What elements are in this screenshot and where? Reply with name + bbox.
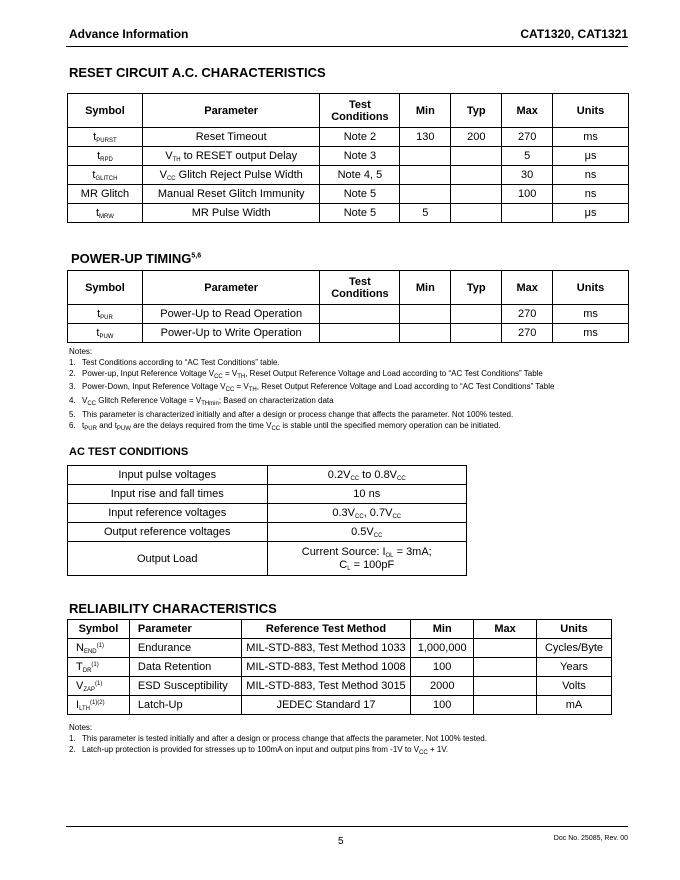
symbol-cell bbox=[68, 324, 143, 343]
value-text: = 3mA; bbox=[393, 545, 432, 558]
method-cell: MIL-STD-883, Test Method 3015 bbox=[241, 677, 410, 696]
col-header-max: Max bbox=[502, 271, 553, 305]
units-cell: Years bbox=[537, 658, 612, 677]
header-part-numbers: CAT1320, CAT1321 bbox=[520, 27, 628, 41]
table-row bbox=[68, 639, 612, 658]
col-header-method: Reference Test Method bbox=[241, 620, 410, 639]
parameter-subscript: CC bbox=[166, 175, 176, 182]
parameter-cell: Data Retention bbox=[129, 658, 241, 677]
parameter-cell bbox=[142, 166, 320, 185]
symbol-superscript: (1) bbox=[91, 661, 99, 668]
symbol-text: N bbox=[76, 641, 84, 654]
table-row bbox=[68, 166, 629, 185]
note-text: Test Conditions according to “AC Test Conditions” table. bbox=[82, 357, 280, 367]
doc-number: Doc No. 25085, Rev. 00 bbox=[553, 835, 628, 842]
reliability-table bbox=[67, 619, 612, 715]
table-header-row bbox=[68, 620, 612, 639]
symbol-cell bbox=[68, 128, 143, 147]
note-text: V bbox=[82, 396, 88, 406]
value-text: 10 ns bbox=[353, 487, 381, 500]
symbol-text: t bbox=[97, 307, 101, 320]
symbol-cell bbox=[68, 658, 130, 677]
note-text: t bbox=[82, 420, 85, 430]
note-subscript: CC bbox=[225, 387, 235, 394]
parameter-text: Reset Timeout bbox=[195, 130, 267, 143]
header-rule bbox=[66, 46, 628, 47]
max-cell bbox=[474, 639, 537, 658]
note-subscript: THmin bbox=[201, 401, 219, 408]
col-header-symbol: Symbol bbox=[68, 620, 130, 639]
note-subscript: CC bbox=[214, 373, 223, 380]
symbol-cell bbox=[68, 166, 143, 185]
col-header-min: Min bbox=[411, 620, 474, 639]
units-cell: ns bbox=[553, 185, 629, 204]
note-number: 5. bbox=[69, 409, 76, 419]
note-item bbox=[69, 734, 487, 745]
note-text: are the delays required from the time V bbox=[130, 420, 272, 430]
param-cell: Power-Up to Write Operation bbox=[142, 324, 320, 343]
table-row bbox=[68, 523, 467, 542]
typ-cell bbox=[451, 324, 502, 343]
note-subscript: CC bbox=[271, 425, 281, 432]
ac-test-conditions-table bbox=[67, 465, 467, 576]
notes-label: Notes: bbox=[69, 723, 93, 732]
note-text: This parameter is characterized initially and after a design or process change that affects the parameter. Not 100% tested. bbox=[82, 409, 514, 419]
powerup-timing-table bbox=[67, 270, 629, 343]
table-row bbox=[68, 324, 629, 343]
max-cell: 5 bbox=[502, 147, 553, 166]
symbol-subscript: RPD bbox=[100, 156, 113, 163]
value-subscript: OL bbox=[385, 552, 394, 559]
condition-label: Output reference voltages bbox=[68, 523, 268, 542]
note-number: 1. bbox=[69, 357, 76, 367]
col-header-typ: Typ bbox=[451, 271, 502, 305]
condition-value bbox=[267, 542, 467, 576]
method-cell: JEDEC Standard 17 bbox=[241, 696, 410, 715]
value-text: 0.2V bbox=[327, 468, 351, 481]
condition-value bbox=[267, 504, 467, 523]
note-text: = V bbox=[222, 368, 238, 378]
units-cell: mA bbox=[537, 696, 612, 715]
symbol-subscript: ZAP bbox=[83, 686, 96, 693]
min-cell: 100 bbox=[411, 696, 474, 715]
note-item bbox=[69, 382, 554, 396]
note-text: Power-up, Input Reference Voltage V bbox=[82, 368, 215, 378]
value-text: , 0.7V bbox=[363, 506, 393, 519]
parameter-text: to RESET output Delay bbox=[180, 149, 298, 162]
typ-cell bbox=[451, 204, 502, 223]
typ-cell: 200 bbox=[451, 128, 502, 147]
test-cell bbox=[320, 305, 400, 324]
symbol-text: t bbox=[95, 206, 100, 219]
typ-cell bbox=[451, 147, 502, 166]
col-header-symbol: Symbol bbox=[68, 271, 143, 305]
symbol-text: t bbox=[96, 326, 100, 339]
symbol-text: V bbox=[76, 679, 84, 692]
note-number: 6. bbox=[69, 420, 76, 430]
units-cell: ns bbox=[553, 166, 629, 185]
symbol-subscript: PURST bbox=[96, 137, 117, 144]
test-cell: Note 5 bbox=[320, 204, 400, 223]
col-header-max: Max bbox=[474, 620, 537, 639]
reliability-section-title: RELIABILITY CHARACTERISTICS bbox=[69, 601, 277, 616]
timing-notes bbox=[69, 347, 554, 435]
symbol-cell bbox=[68, 147, 143, 166]
table-row bbox=[68, 147, 629, 166]
table-row bbox=[68, 128, 629, 147]
symbol-subscript: END bbox=[83, 648, 97, 655]
parameter-cell: Endurance bbox=[129, 639, 241, 658]
value-subscript: CC bbox=[355, 513, 364, 520]
min-cell bbox=[400, 324, 451, 343]
units-cell: μs bbox=[553, 204, 629, 223]
col-header-units: Units bbox=[553, 271, 629, 305]
value-subscript: CC bbox=[392, 513, 402, 520]
notes-label: Notes: bbox=[69, 347, 93, 356]
symbol-subscript: PUR bbox=[100, 314, 113, 321]
table-row bbox=[68, 204, 629, 223]
note-subscript: TH bbox=[248, 387, 257, 394]
col-header-test-conditions: Test Conditions bbox=[320, 94, 400, 128]
table-row bbox=[68, 696, 612, 715]
units-cell: ms bbox=[553, 305, 629, 324]
note-item bbox=[69, 358, 554, 369]
max-cell: 270 bbox=[502, 128, 553, 147]
col-header-max: Max bbox=[502, 94, 553, 128]
units-cell: ms bbox=[553, 128, 629, 147]
note-text: , Reset Output Reference Voltage and Load according to “AC Test Conditions” Table bbox=[256, 382, 555, 392]
note-subscript: CC bbox=[87, 401, 97, 408]
min-cell bbox=[400, 185, 451, 204]
note-text: ; Based on characterization data bbox=[218, 396, 334, 406]
min-cell bbox=[400, 305, 451, 324]
table-header-row bbox=[68, 94, 629, 128]
note-text: is stable until the specified memory operation can be initiated. bbox=[280, 420, 501, 430]
value-text: C bbox=[339, 558, 348, 571]
test-cell: Note 2 bbox=[320, 128, 400, 147]
note-text: = V bbox=[234, 382, 249, 392]
col-header-parameter: Parameter bbox=[142, 94, 320, 128]
symbol-text: T bbox=[76, 660, 83, 673]
min-cell bbox=[400, 166, 451, 185]
parameter-cell bbox=[142, 147, 320, 166]
condition-value bbox=[267, 523, 467, 542]
note-item bbox=[69, 410, 554, 421]
symbol-text: I bbox=[76, 698, 80, 711]
col-header-parameter: Parameter bbox=[129, 620, 241, 639]
parameter-subscript: TH bbox=[172, 156, 181, 163]
max-cell: 100 bbox=[502, 185, 553, 204]
symbol-superscript: (1) bbox=[95, 680, 103, 687]
condition-label: Output Load bbox=[68, 542, 268, 576]
load-line-2 bbox=[270, 559, 465, 572]
condition-label: Input rise and fall times bbox=[68, 485, 268, 504]
condition-label: Input reference voltages bbox=[68, 504, 268, 523]
max-cell bbox=[474, 696, 537, 715]
table-row bbox=[68, 305, 629, 324]
units-cell: μs bbox=[553, 147, 629, 166]
note-number: 2. bbox=[69, 368, 76, 378]
min-cell: 100 bbox=[411, 658, 474, 677]
col-header-test-conditions: Test Conditions bbox=[320, 271, 400, 305]
note-item bbox=[69, 396, 554, 410]
symbol-subscript: GLITCH bbox=[95, 175, 118, 182]
note-item bbox=[69, 745, 487, 759]
note-text: + 1V. bbox=[427, 744, 449, 754]
condition-label: Input pulse voltages bbox=[68, 466, 268, 485]
symbol-text: t bbox=[97, 149, 101, 162]
method-cell: MIL-STD-883, Test Method 1033 bbox=[241, 639, 410, 658]
value-subscript: CC bbox=[350, 475, 360, 482]
symbol-cell bbox=[68, 185, 143, 204]
parameter-text: Glitch Reject Pulse Width bbox=[175, 168, 303, 181]
footer-rule bbox=[66, 826, 628, 827]
max-cell: 270 bbox=[502, 324, 553, 343]
symbol-subscript: PUW bbox=[99, 333, 114, 340]
condition-value bbox=[267, 466, 467, 485]
max-cell bbox=[474, 658, 537, 677]
test-cell: Note 3 bbox=[320, 147, 400, 166]
table-row bbox=[68, 185, 629, 204]
value-text: Current Source: I bbox=[301, 545, 386, 558]
parameter-cell bbox=[142, 204, 320, 223]
parameter-text: MR Pulse Width bbox=[191, 206, 271, 219]
parameter-cell: Latch-Up bbox=[129, 696, 241, 715]
reset-characteristics-table bbox=[67, 93, 629, 223]
method-cell: MIL-STD-883, Test Method 1008 bbox=[241, 658, 410, 677]
symbol-cell bbox=[68, 204, 143, 223]
note-text: and t bbox=[96, 420, 117, 430]
note-text: Glitch Reference Voltage = V bbox=[96, 396, 202, 406]
units-cell: Cycles/Byte bbox=[537, 639, 612, 658]
test-cell: Note 4, 5 bbox=[320, 166, 400, 185]
symbol-superscript: (1)(2) bbox=[89, 699, 105, 706]
note-subscript: CC bbox=[419, 749, 428, 756]
value-subscript: CC bbox=[397, 475, 406, 482]
symbol-subscript: LTH bbox=[79, 705, 90, 712]
table-row bbox=[68, 677, 612, 696]
parameter-prefix: V bbox=[165, 149, 173, 162]
symbol-cell bbox=[68, 305, 143, 324]
parameter-cell bbox=[142, 185, 320, 204]
symbol-cell bbox=[68, 639, 130, 658]
note-subscript: TH bbox=[237, 373, 246, 380]
col-header-min: Min bbox=[400, 271, 451, 305]
parameter-text: Manual Reset Glitch Immunity bbox=[157, 187, 305, 200]
parameter-cell: ESD Susceptibility bbox=[129, 677, 241, 696]
value-subscript: CC bbox=[373, 532, 383, 539]
condition-value bbox=[267, 485, 467, 504]
test-cell: Note 5 bbox=[320, 185, 400, 204]
note-number: 3. bbox=[69, 382, 76, 392]
max-cell bbox=[502, 204, 553, 223]
table-row bbox=[68, 658, 612, 677]
max-cell: 270 bbox=[502, 305, 553, 324]
col-header-parameter: Parameter bbox=[142, 271, 320, 305]
reliability-notes bbox=[69, 723, 487, 758]
parameter-prefix: V bbox=[159, 168, 167, 181]
symbol-text: t bbox=[92, 168, 96, 181]
table-row bbox=[68, 542, 467, 576]
note-item bbox=[69, 421, 554, 435]
col-header-min: Min bbox=[400, 94, 451, 128]
header-left-title: Advance Information bbox=[69, 27, 189, 41]
table-row bbox=[68, 485, 467, 504]
note-text: Latch-up protection is provided for stresses up to 100mA on input and output pins from -1V to V bbox=[82, 744, 420, 754]
value-text: to 0.8V bbox=[359, 468, 398, 481]
max-cell: 30 bbox=[502, 166, 553, 185]
load-line-1 bbox=[270, 546, 465, 559]
min-cell: 1,000,000 bbox=[411, 639, 474, 658]
symbol-subscript: MRW bbox=[99, 213, 114, 220]
note-subscript: PUR bbox=[84, 425, 97, 432]
note-item bbox=[69, 369, 554, 383]
note-number: 2. bbox=[69, 744, 76, 754]
col-header-units: Units bbox=[553, 94, 629, 128]
units-cell: ms bbox=[553, 324, 629, 343]
note-text: This parameter is tested initially and after a design or process change that affects the parameter. Not 100% tested. bbox=[82, 733, 487, 743]
col-header-symbol: Symbol bbox=[68, 94, 143, 128]
note-number: 1. bbox=[69, 733, 76, 743]
ac-test-section-title: AC TEST CONDITIONS bbox=[69, 446, 189, 458]
symbol-text: t bbox=[93, 130, 97, 143]
param-cell: Power-Up to Read Operation bbox=[142, 305, 320, 324]
table-row bbox=[68, 504, 467, 523]
symbol-superscript: (1) bbox=[96, 642, 104, 649]
note-number: 4. bbox=[69, 396, 76, 406]
page-number: 5 bbox=[338, 836, 344, 847]
typ-cell bbox=[451, 305, 502, 324]
typ-cell bbox=[451, 166, 502, 185]
min-cell: 2000 bbox=[411, 677, 474, 696]
symbol-cell bbox=[68, 677, 130, 696]
table-header-row bbox=[68, 271, 629, 305]
units-cell: Volts bbox=[537, 677, 612, 696]
col-header-typ: Typ bbox=[451, 94, 502, 128]
col-header-units: Units bbox=[537, 620, 612, 639]
test-cell bbox=[320, 324, 400, 343]
value-subscript: L bbox=[347, 565, 351, 572]
symbol-text: MR Glitch bbox=[80, 187, 130, 200]
min-cell: 130 bbox=[400, 128, 451, 147]
value-text: = 100pF bbox=[350, 558, 395, 571]
value-text: 0.5V bbox=[351, 525, 374, 538]
symbol-subscript: DR bbox=[82, 667, 92, 674]
note-text: Power-Down, Input Reference Voltage V bbox=[82, 382, 226, 392]
min-cell bbox=[400, 147, 451, 166]
min-cell: 5 bbox=[400, 204, 451, 223]
reset-section-title: RESET CIRCUIT A.C. CHARACTERISTICS bbox=[69, 65, 326, 80]
table-row bbox=[68, 466, 467, 485]
parameter-cell bbox=[142, 128, 320, 147]
value-text: 0.3V bbox=[332, 506, 356, 519]
note-text: , Reset Output Reference Voltage and Load according to “AC Test Conditions” Table bbox=[245, 368, 543, 378]
max-cell bbox=[474, 677, 537, 696]
powerup-section-title: POWER-UP TIMING$^{5,6}$ bbox=[71, 251, 202, 266]
note-subscript: PUW bbox=[116, 425, 131, 432]
symbol-cell bbox=[68, 696, 130, 715]
typ-cell bbox=[451, 185, 502, 204]
